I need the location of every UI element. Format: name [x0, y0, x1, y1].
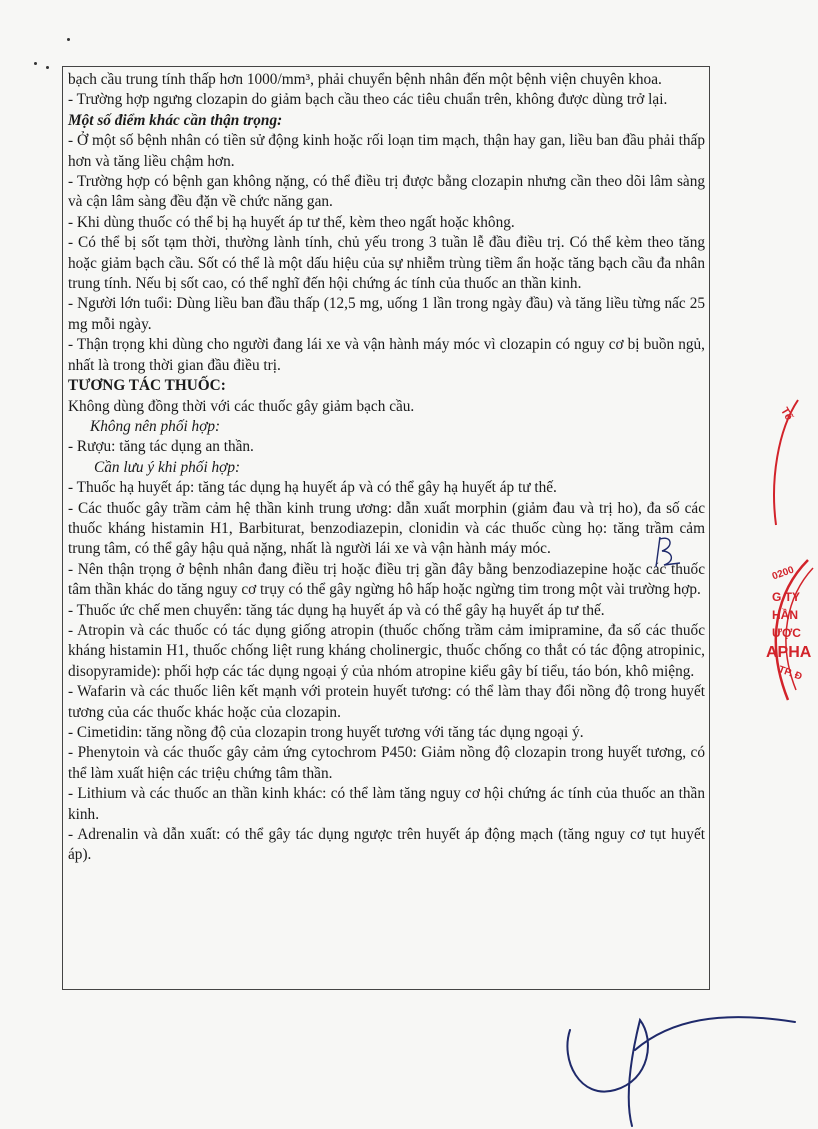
text-line: bạch cầu trung tính thấp hơn 1000/mm³, phải chuyển bệnh nhân đến một bệnh viện chuyên khoa.	[68, 71, 662, 88]
scan-speck	[46, 66, 49, 69]
text-line: - Cimetidin: tăng nồng độ của clozapin trong huyết tương với tăng tác dụng ngoại ý.	[68, 724, 584, 741]
subheading: Không nên phối hợp:	[90, 417, 221, 435]
subheading: Cần lưu ý khi phối hợp:	[94, 458, 241, 476]
text-line: - Nên thận trọng ở bệnh nhân đang điều trị hoặc điều trị gần đây bằng benzodiazepine hoặc các thuốc tâm thần khác do tăng nguy cơ trụy có thể gây ngừng hô hấp hoặc ngừng tim trong một vài trường hợp.	[68, 560, 705, 599]
text-line: - Phenytoin và các thuốc gây cảm ứng cytochrom P450: Giảm nồng độ clozapin trong huyết tương, có thể làm xuất hiện các triệu chứng tâm thần.	[68, 744, 705, 782]
stamp-text: TP. Đ	[776, 664, 804, 683]
stamp-text: HẦN	[772, 608, 798, 622]
text-line: - Rượu: tăng tác dụng an thần.	[68, 438, 254, 456]
handwritten-signature	[560, 990, 800, 1129]
scan-speck	[34, 62, 37, 65]
text-line: - Thuốc ức chế men chuyển: tăng tác dụng hạ huyết áp và có thể gây hạ huyết áp tư thế.	[68, 601, 605, 619]
section-title: TƯƠNG TÁC THUỐC:	[68, 377, 226, 395]
text-line: - Khi dùng thuốc có thể bị hạ huyết áp tư thế, kèm theo ngất hoặc không.	[68, 213, 515, 231]
text-line: - Ở một số bệnh nhân có tiền sử động kinh hoặc rối loạn tim mạch, thận hay gan, liều ban đầu phải thấp hơn và tăng liều chậm hơn.	[68, 132, 705, 170]
text-line: - Wafarin và các thuốc liên kết mạnh với protein huyết tương: có thể làm thay đổi nồng độ trong huyết tương của các thuốc khác hoặc của clozapin.	[68, 683, 705, 721]
stamp-text: Tế	[778, 405, 795, 423]
text-line: - Thận trọng khi dùng cho người đang lái xe và vận hành máy móc vì clozapin có nguy cơ bị buồn ngủ, nhất là trong thời gian đầu điều trị.	[68, 336, 705, 374]
text-line: - Trường hợp có bệnh gan không nặng, có thể điều trị được bằng clozapin nhưng cần theo dõi lâm sàng và cận lâm sàng đều đặn về chức năng gan.	[68, 173, 705, 211]
text-line: - Có thể bị sốt tạm thời, thường lành tính, chủ yếu trong 3 tuần lễ đầu điều trị. Có thể kèm theo tăng hoặc giảm bạch cầu. Sốt có thể là một dấu hiệu của sự nhiễm trùng tiềm ẩn hoặc tăng bạch cầu đa nhân trung tính. Nếu bị sốt cao, có thể nghĩ đến hội chứng ác tính của thuốc an thần kinh.	[68, 234, 705, 293]
text-line: - Trường hợp ngưng clozapin do giảm bạch cầu theo các tiêu chuẩn trên, không được dùng trở lại.	[68, 91, 668, 109]
stamp-text: G TY	[772, 590, 801, 604]
stamp-text: 0200	[770, 564, 796, 583]
text-line: - Atropin và các thuốc có tác dụng giống atropin (thuốc chống trầm cảm imipramine, đa số các thuốc kháng histamin H1, thuốc chống liệt rung kháng cholinergic, thuốc chống co thắt có tác động atropinic, disopyramide): phối hợp các tác dụng ngoại ý của nhóm atropine kiểu gây bí tiểu, táo bón, khô miệng.	[68, 621, 705, 680]
text-line: Không dùng đồng thời với các thuốc gây giảm bạch cầu.	[68, 397, 415, 415]
text-line: - Thuốc hạ huyết áp: tăng tác dụng hạ huyết áp và có thể gây hạ huyết áp tư thế.	[68, 479, 557, 497]
scan-speck	[67, 38, 70, 41]
text-line: - Adrenalin và dẫn xuất: có thể gây tác dụng ngược trên huyết áp động mạch (tăng nguy cơ tụt huyết áp).	[68, 826, 705, 864]
text-line: - Các thuốc gây trầm cảm hệ thần kinh trung ương: dẫn xuất morphin (giảm đau và trị ho), đa số các thuốc kháng histamin H1, Barbiturat, benzodiazepin, clonidin và các thuốc cùng họ: tăng trầm cảm trung tâm, có thể gây hậu quả nặng, nhất là người lái xe và vận hành máy móc.	[68, 499, 705, 558]
text-line: - Lithium và các thuốc an thần kinh khác: có thể làm tăng nguy cơ hội chứng ác tính của thuốc an thần kinh.	[68, 785, 705, 823]
company-stamp	[758, 400, 818, 730]
stamp-text: APHA	[766, 644, 812, 661]
document-body	[68, 70, 705, 866]
text-line: - Người lớn tuổi: Dùng liều ban đầu thấp (12,5 mg, uống 1 lần trong ngày đầu) và tăng liều từng nấc 25 mg mỗi ngày.	[68, 295, 705, 333]
subsection-title: Một số điểm khác cần thận trọng:	[68, 111, 283, 129]
initials-mark	[650, 533, 690, 573]
stamp-text: ƯỢC	[772, 626, 801, 640]
